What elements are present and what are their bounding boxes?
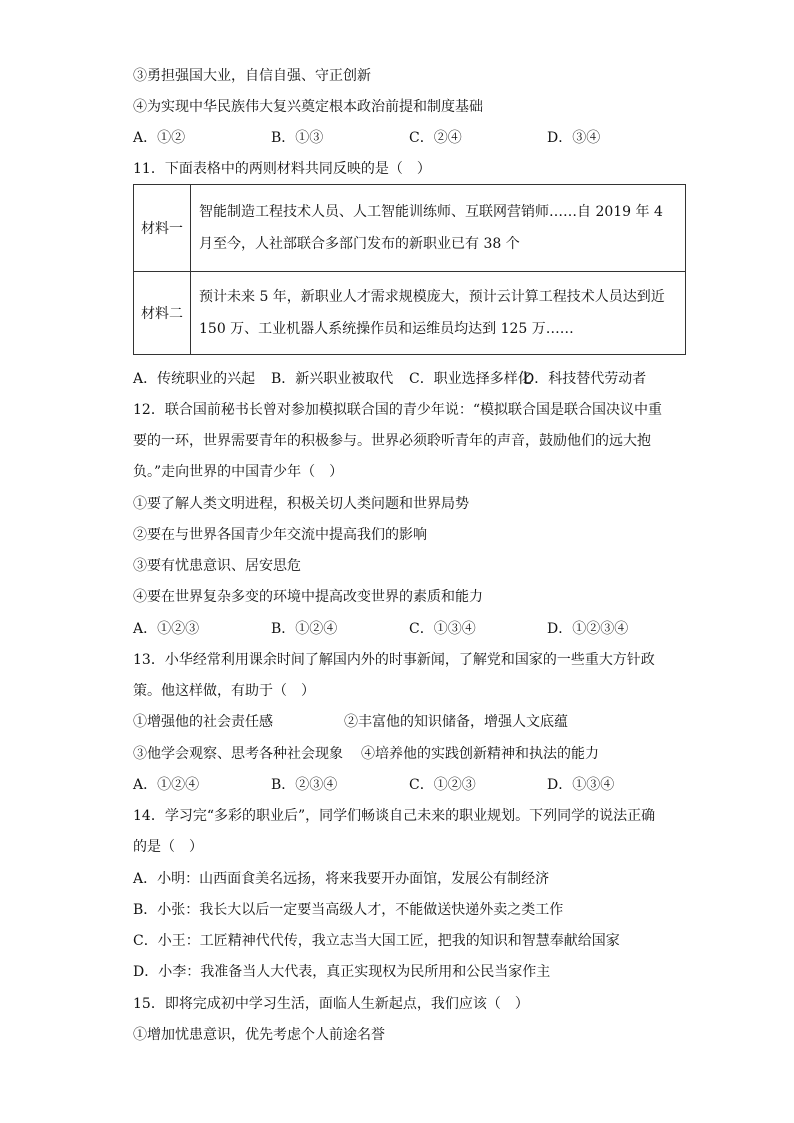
material-label: 材料一 xyxy=(134,185,191,272)
q12-item-1: ①要了解人类文明进程，积极关切人类问题和世界局势 xyxy=(133,496,469,512)
q13-options xyxy=(133,775,693,795)
q11-option-b[interactable]: B．新兴职业被取代 xyxy=(271,371,394,387)
q11-stem: 11．下面表格中的两则材料共同反映的是（ ） xyxy=(133,161,431,177)
q12-options xyxy=(133,619,693,639)
table-row xyxy=(134,272,686,355)
q12-stem-line-2: 要的一环，世界需要青年的积极参与。世界必须聆听青年的声音，鼓励他们的远大抱 xyxy=(133,433,651,449)
q13-stem-line-2: 策。他这样做，有助于（ ） xyxy=(133,683,315,699)
q14-option-c[interactable]: C．小王：工匠精神代代传，我立志当大国工匠，把我的知识和智慧奉献给国家 xyxy=(133,933,620,949)
q10-option-a[interactable]: A．①② xyxy=(133,130,186,146)
q12-option-a[interactable]: A．①②③ xyxy=(133,621,200,637)
material-text: 预计未来 5 年，新职业人才需求规模庞大，预计云计算工程技术人员达到近 150 万、工业机器人系统操作员和运维员均达到 125 万…… xyxy=(191,272,686,355)
q13-item-2: ②丰富他的知识储备，增强人文底蕴 xyxy=(344,714,568,730)
q14-stem-line-2: 的是（ ） xyxy=(133,839,203,855)
q14-option-b[interactable]: B．小张：我长大以后一定要当高级人才，不能做送快递外卖之类工作 xyxy=(133,902,564,918)
q13-option-c[interactable]: C．①②③ xyxy=(409,777,476,793)
q13-option-a[interactable]: A．①②④ xyxy=(133,777,200,793)
q12-item-3: ③要有忧患意识、居安思危 xyxy=(133,558,301,574)
q14-stem-line-1: 14．学习完“多彩的职业后”，同学们畅谈自己未来的职业规划。下列同学的说法正确 xyxy=(133,808,656,824)
q13-option-d[interactable]: D．①③④ xyxy=(547,777,615,793)
q12-item-2: ②要在与世界各国青少年交流中提高我们的影响 xyxy=(133,527,427,543)
q12-option-c[interactable]: C．①③④ xyxy=(409,621,476,637)
q14-option-d[interactable]: D．小李：我准备当人大代表，真正实现权为民所用和公民当家作主 xyxy=(133,964,551,980)
q11-option-d[interactable]: D．科技替代劳动者 xyxy=(523,371,647,387)
q14-option-a[interactable]: A．小明：山西面食美名远扬，将来我要开办面馆，发展公有制经济 xyxy=(133,871,550,887)
q11-material-table xyxy=(133,184,686,355)
q10-options xyxy=(133,128,693,148)
q15-item-1: ①增加忧患意识，优先考虑个人前途名誉 xyxy=(133,1027,385,1043)
q10-option-c[interactable]: C．②④ xyxy=(409,130,462,146)
material-text: 智能制造工程技术人员、人工智能训练师、互联网营销师……自 2019 年 4 月至今，人社部联合多部门发布的新职业已有 38 个 xyxy=(191,185,686,272)
q13-stem-line-1: 13．小华经常利用课余时间了解国内外的时事新闻，了解党和国家的一些重大方针政 xyxy=(133,652,655,668)
q13-option-b[interactable]: B．②③④ xyxy=(271,777,338,793)
q13-item-4: ④培养他的实践创新精神和执法的能力 xyxy=(361,746,599,762)
material-label: 材料二 xyxy=(134,272,191,355)
q10-option-b[interactable]: B．①③ xyxy=(271,130,324,146)
q10-option-d[interactable]: D．③④ xyxy=(547,130,601,146)
q15-stem: 15．即将完成初中学习生活，面临人生新起点，我们应该（ ） xyxy=(133,996,529,1012)
q12-item-4: ④要在世界复杂多变的环境中提高改变世界的素质和能力 xyxy=(133,589,483,605)
q10-item-4: ④为实现中华民族伟大复兴奠定根本政治前提和制度基础 xyxy=(133,99,483,115)
table-row xyxy=(134,185,686,272)
q12-option-d[interactable]: D．①②③④ xyxy=(547,621,629,637)
q13-item-3: ③他学会观察、思考各种社会现象 xyxy=(133,746,343,762)
q11-option-c[interactable]: C．职业选择多样化 xyxy=(409,371,532,387)
q12-stem-line-1: 12．联合国前秘书长曾对参加模拟联合国的青少年说：“模拟联合国是联合国决议中重 xyxy=(133,402,662,418)
q11-options xyxy=(133,369,693,389)
q13-item-1: ①增强他的社会责任感 xyxy=(133,714,273,730)
q11-option-a[interactable]: A．传统职业的兴起 xyxy=(133,371,256,387)
q10-item-3: ③勇担强国大业，自信自强、守正创新 xyxy=(133,68,371,84)
q12-option-b[interactable]: B．①②④ xyxy=(271,621,338,637)
q12-stem-line-3: 负。”走向世界的中国青少年（ ） xyxy=(133,464,344,480)
